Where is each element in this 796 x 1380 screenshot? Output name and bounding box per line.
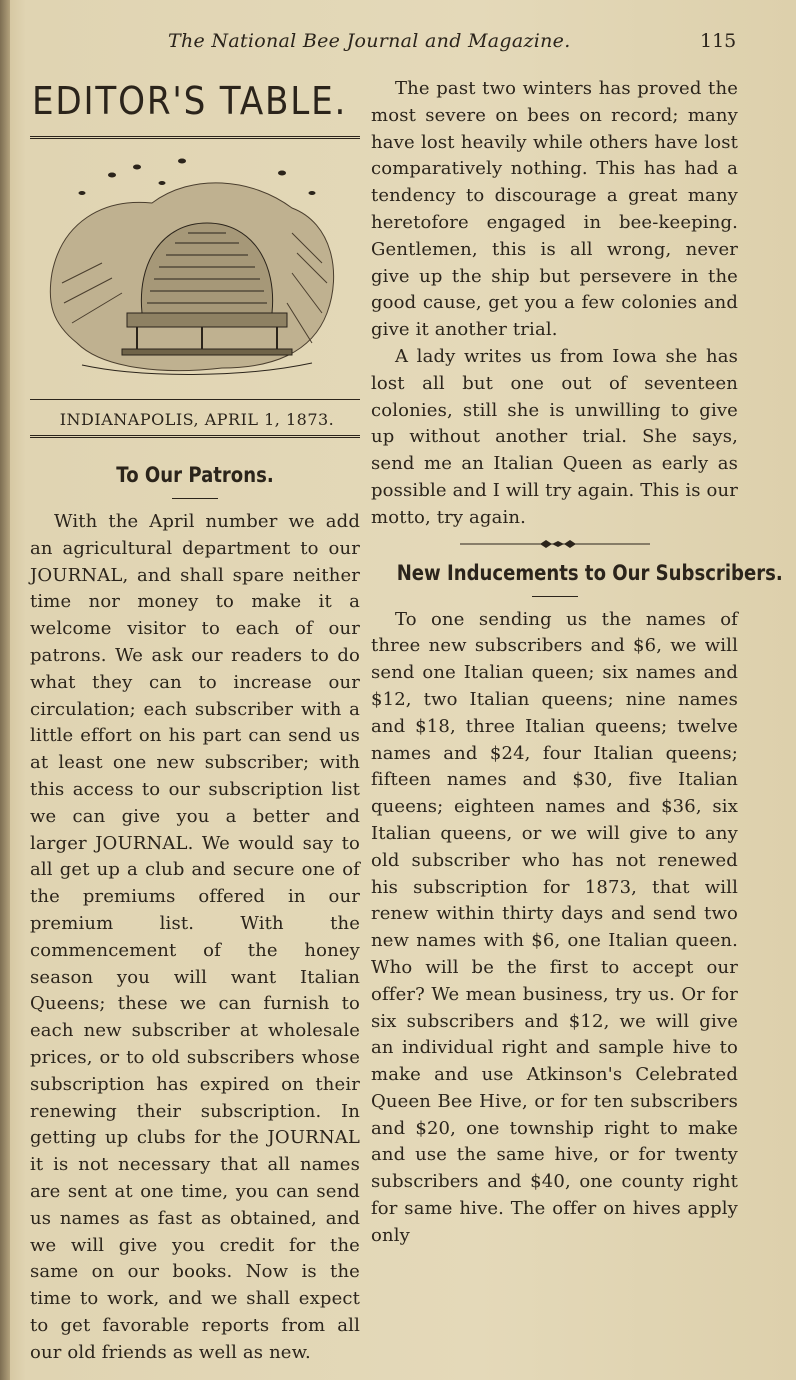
iowa-paragraph: A lady writes us from Iowa she has lost all but one out of seventeen colonies, still she is unwilling to give up without another trial. She says, send me an Italian Queen as early as possible and I will try again. This is our motto, try again. (371, 345, 738, 528)
winters-paragraph: The past two winters has proved the most severe on bees on record; many have lost heavily while others have lost comparatively nothing. This has had a tendency to discourage a great many heretofore engaged in bee-keeping. Gentlemen, this is all wrong, never give up the ship but persevere in the good cause, get you a few colonies and give it another trial. (371, 78, 738, 341)
inducements-body: To one sending us the names of three new subscribers and $6, we will send one Italian queen; six names and $12, two Italian queens; nine names and $18, three Italian queens; twelve names and $24, four Italian queens; fifteen names and $30, five Italian queens; eighteen names and $36, six Italian queens, or we will give to any old subscriber who has not renewed his subscription for 1873, that will renew within thirty days and send two new names with $6, one Italian queen. Who will be the first to accept our offer? We mean business, try us. Or for six subscribers and $12, we will give an individual right and sample hive to make and use Atkinson's Celebrated Queen Bee Hive, or for ten subscribers and $20, one township right to make and use the same hive, or for twenty subscribers and $40, one county right for same hive. The offer on hives apply only (371, 608, 738, 1246)
running-head (0, 30, 796, 56)
inducements-heading-rule (532, 596, 578, 597)
vignette-rule (30, 399, 360, 400)
page-number: 115 (700, 30, 737, 52)
running-title: The National Bee Journal and Magazine. (168, 30, 571, 52)
patrons-article (30, 460, 360, 1367)
inducements-heading: New Inducements to Our Subscribers. (396, 560, 783, 585)
page-binding-edge (0, 0, 10, 1380)
left-column (30, 76, 360, 1367)
right-column (371, 76, 783, 1250)
ornamental-divider-icon (460, 538, 650, 550)
patrons-heading-rule (172, 498, 218, 499)
dateline: INDIANAPOLIS, APRIL 1, 1873. (59, 410, 335, 429)
patrons-body: With the April number we add an agricultural department to our JOURNAL, and shall spare neither time nor money to make it a welcome visitor to each of our patrons. We ask our readers to do what they can to increase our circulation; each subscriber with a little effort on his part can send us at least one new subscriber; with this access to our subscription list we can give you a better and larger JOURNAL. We would say to all get up a club and secure one of the premiums offered in our premium list. With the commencement of the honey season you will want Italian Queens; these we can furnish to each new subscriber at wholesale prices, or to old subscribers whose subscription has expired on their renewing their subscription. In getting up clubs for the JOURNAL it is not necessary that all names are sent at one time, you can send us names as fast as obtained, and we will give you credit for the same on our books. Now is the time to work, and we shall expect to get favorable reports from all our old friends as well as new. (30, 511, 360, 1363)
beehive-engraving-icon (42, 153, 342, 385)
inducements-article (371, 558, 783, 1250)
dateline-rule (30, 435, 360, 438)
section-masthead: EDITOR'S TABLE. (32, 79, 348, 123)
masthead-rule (30, 136, 360, 139)
patrons-heading: To Our Patrons. (116, 463, 274, 487)
